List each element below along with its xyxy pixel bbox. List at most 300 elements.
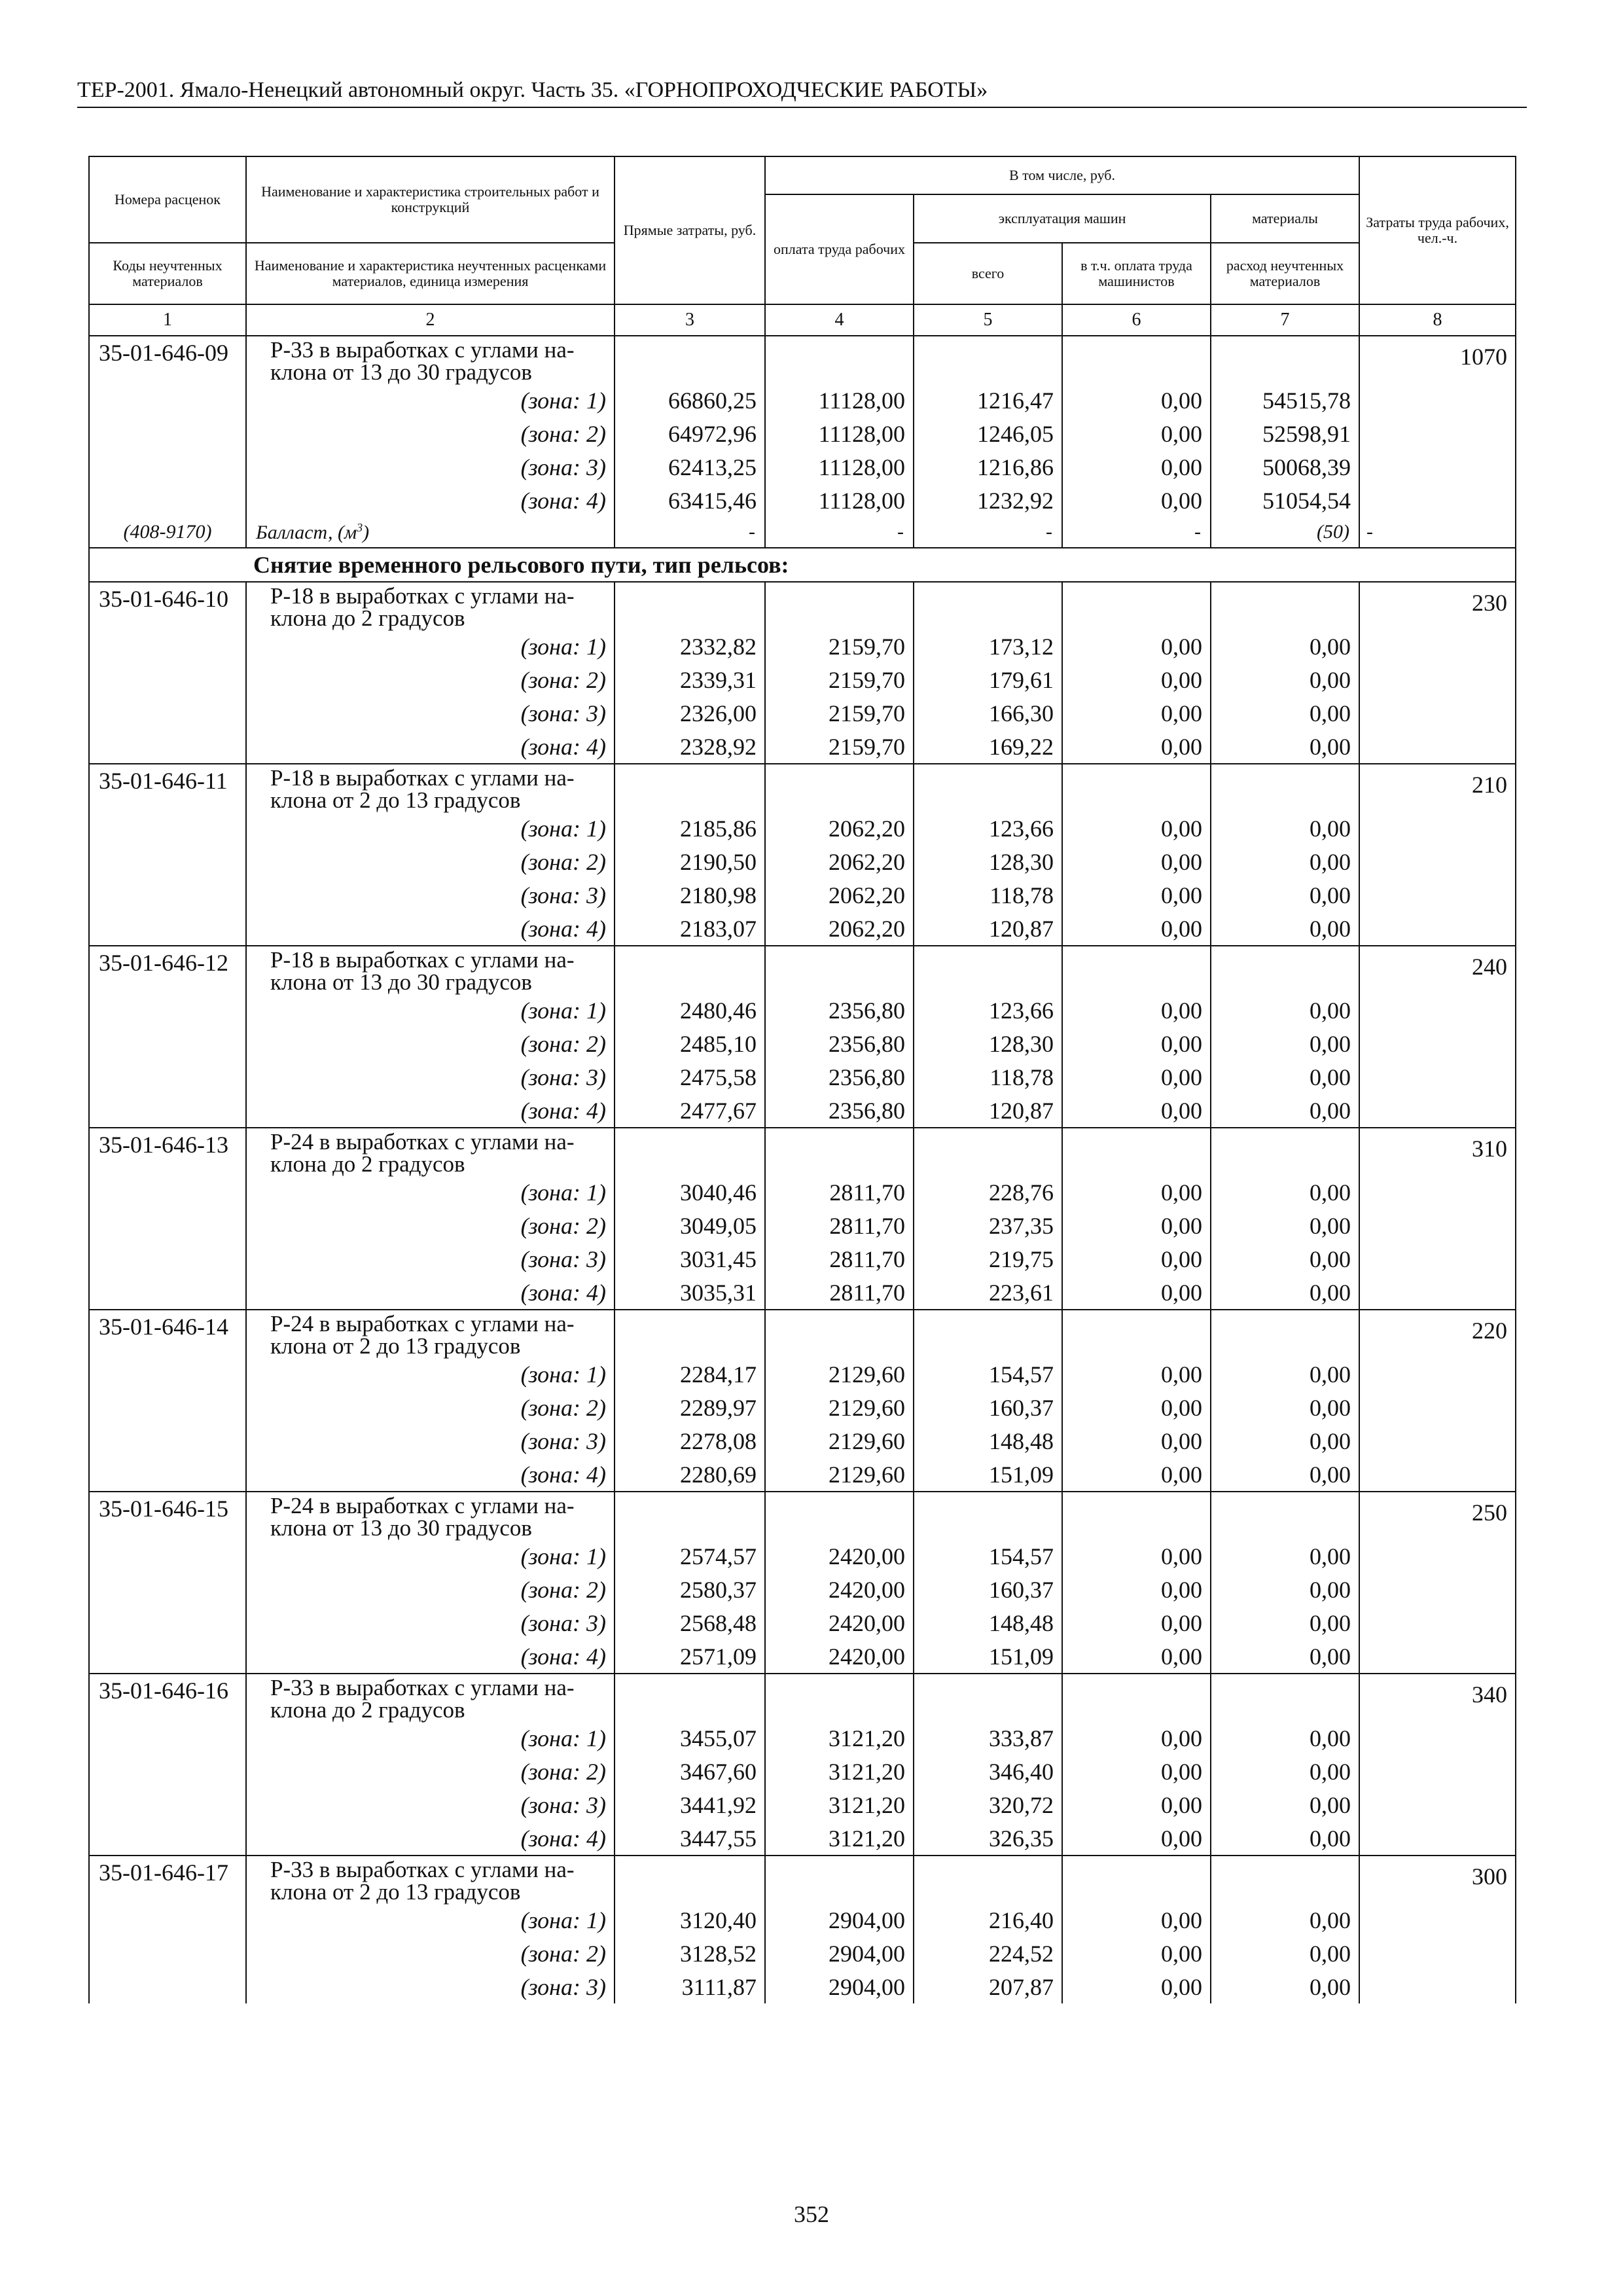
machine-wages-value: 0,00 [1062, 1276, 1211, 1310]
machine-wages-value: 0,00 [1062, 812, 1211, 845]
machines-value: 1216,47 [914, 384, 1062, 417]
materials-value: 0,00 [1211, 1937, 1359, 1970]
table-row [89, 1175, 1516, 1209]
col-machine-total: всего [914, 243, 1062, 304]
machines-value: 160,37 [914, 1573, 1062, 1606]
material-wages: - [765, 517, 914, 548]
direct-cost: 2284,17 [615, 1357, 765, 1391]
wages-value: 2420,00 [765, 1573, 914, 1606]
rate-code: 35-01-646-11 [89, 764, 246, 946]
table-row [89, 1937, 1516, 1970]
zone-label: (зона: 3) [246, 1606, 615, 1640]
wages-value: 2129,60 [765, 1391, 914, 1424]
direct-cost: 3128,52 [615, 1937, 765, 1970]
table-row [89, 1357, 1516, 1391]
machines-value: 219,75 [914, 1242, 1062, 1276]
rate-title: Р-18 в выработках с углами на- клона до 2 градусов [246, 582, 615, 630]
rate-code: 35-01-646-14 [89, 1310, 246, 1492]
wages-value: 2356,80 [765, 994, 914, 1027]
wages-value: 2062,20 [765, 912, 914, 946]
col-number-6: 6 [1062, 304, 1211, 336]
materials-value: 0,00 [1211, 994, 1359, 1027]
table-row [89, 336, 1516, 384]
col-machine-wages: в т.ч. оплата труда машинистов [1062, 243, 1211, 304]
col-number-1: 1 [89, 304, 246, 336]
table-row [89, 1276, 1516, 1310]
table-row [89, 1721, 1516, 1755]
rate-code: 35-01-646-13 [89, 1128, 246, 1310]
table-row [89, 1492, 1516, 1539]
direct-cost: 2571,09 [615, 1640, 765, 1674]
wages-value: 2062,20 [765, 812, 914, 845]
table-row [89, 1903, 1516, 1937]
table-row [89, 1539, 1516, 1573]
material-machines: - [914, 517, 1062, 548]
wages-value: 11128,00 [765, 384, 914, 417]
direct-cost: 3120,40 [615, 1903, 765, 1937]
materials-value: 0,00 [1211, 1209, 1359, 1242]
wages-value: 2904,00 [765, 1937, 914, 1970]
rate-code: 35-01-646-10 [89, 582, 246, 764]
wages-value: 2356,80 [765, 1094, 914, 1128]
materials-value: 0,00 [1211, 1357, 1359, 1391]
machines-value: 160,37 [914, 1391, 1062, 1424]
machine-wages-value: 0,00 [1062, 1424, 1211, 1458]
machine-wages-value: 0,00 [1062, 630, 1211, 663]
table-row [89, 845, 1516, 878]
machines-value: 123,66 [914, 994, 1062, 1027]
wages-value: 2420,00 [765, 1640, 914, 1674]
table-row [89, 1606, 1516, 1640]
materials-value: 52598,91 [1211, 417, 1359, 450]
materials-value: 0,00 [1211, 812, 1359, 845]
materials-value: 0,00 [1211, 1721, 1359, 1755]
rates-table-wrap [88, 156, 1515, 2003]
zone-label: (зона: 2) [246, 845, 615, 878]
machine-wages-value: 0,00 [1062, 384, 1211, 417]
table-row [89, 1755, 1516, 1788]
direct-cost: 62413,25 [615, 450, 765, 484]
machines-value: 154,57 [914, 1539, 1062, 1573]
material-row [89, 517, 1516, 548]
machines-value: 173,12 [914, 630, 1062, 663]
machine-wages-value: 0,00 [1062, 1573, 1211, 1606]
table-row [89, 1391, 1516, 1424]
zone-label: (зона: 4) [246, 1458, 615, 1492]
wages-value: 2811,70 [765, 1242, 914, 1276]
materials-value: 0,00 [1211, 1242, 1359, 1276]
table-row [89, 946, 1516, 994]
table-row [89, 450, 1516, 484]
machines-value: 179,61 [914, 663, 1062, 696]
table-row [89, 1027, 1516, 1060]
direct-cost: 64972,96 [615, 417, 765, 450]
wages-value: 3121,20 [765, 1788, 914, 1821]
materials-value: 0,00 [1211, 1391, 1359, 1424]
direct-cost: 63415,46 [615, 484, 765, 517]
materials-value: 51054,54 [1211, 484, 1359, 517]
labor-value: 250 [1359, 1492, 1516, 1674]
machine-wages-value: 0,00 [1062, 1821, 1211, 1856]
wages-value: 2811,70 [765, 1175, 914, 1209]
direct-cost: 3111,87 [615, 1970, 765, 2003]
wages-value: 11128,00 [765, 484, 914, 517]
wages-value: 2356,80 [765, 1027, 914, 1060]
machine-wages-value: 0,00 [1062, 1060, 1211, 1094]
machine-wages-value: 0,00 [1062, 1175, 1211, 1209]
zone-label: (зона: 1) [246, 1903, 615, 1937]
table-row [89, 663, 1516, 696]
material-labor: - [1359, 517, 1516, 548]
machines-value: 333,87 [914, 1721, 1062, 1755]
labor-value: 340 [1359, 1674, 1516, 1856]
direct-cost: 2568,48 [615, 1606, 765, 1640]
rate-title: Р-24 в выработках с углами на- клона от 13 до 30 градусов [246, 1492, 615, 1539]
machines-value: 224,52 [914, 1937, 1062, 1970]
zone-label: (зона: 1) [246, 384, 615, 417]
table-row [89, 912, 1516, 946]
wages-value: 11128,00 [765, 450, 914, 484]
direct-cost: 2190,50 [615, 845, 765, 878]
zone-label: (зона: 3) [246, 878, 615, 912]
table-row [89, 696, 1516, 730]
wages-value: 2129,60 [765, 1458, 914, 1492]
direct-cost: 3049,05 [615, 1209, 765, 1242]
table-row [89, 484, 1516, 517]
zone-label: (зона: 2) [246, 1937, 615, 1970]
zone-label: (зона: 2) [246, 1209, 615, 1242]
machines-value: 151,09 [914, 1458, 1062, 1492]
zone-label: (зона: 3) [246, 1060, 615, 1094]
zone-label: (зона: 2) [246, 663, 615, 696]
machines-value: 123,66 [914, 812, 1062, 845]
machines-value: 1246,05 [914, 417, 1062, 450]
table-row [89, 1674, 1516, 1721]
direct-cost: 2326,00 [615, 696, 765, 730]
table-row [89, 630, 1516, 663]
col-number-7: 7 [1211, 304, 1359, 336]
zone-label: (зона: 4) [246, 730, 615, 764]
wages-value: 3121,20 [765, 1721, 914, 1755]
machine-wages-value: 0,00 [1062, 912, 1211, 946]
material-consumption: (50) [1211, 517, 1359, 548]
machine-wages-value: 0,00 [1062, 1209, 1211, 1242]
material-code: (408-9170) [89, 517, 246, 548]
rate-title: Р-18 в выработках с углами на- клона от 2 до 13 градусов [246, 764, 615, 812]
materials-value: 0,00 [1211, 1060, 1359, 1094]
wages-value: 2159,70 [765, 730, 914, 764]
direct-cost: 2480,46 [615, 994, 765, 1027]
materials-value: 0,00 [1211, 1903, 1359, 1937]
materials-value: 0,00 [1211, 1175, 1359, 1209]
direct-cost: 2183,07 [615, 912, 765, 946]
col-rate-number: Номера расценок [89, 156, 246, 243]
machines-value: 166,30 [914, 696, 1062, 730]
rate-title: Р-24 в выработках с углами на- клона до 2 градусов [246, 1128, 615, 1175]
materials-value: 0,00 [1211, 1970, 1359, 2003]
materials-value: 0,00 [1211, 845, 1359, 878]
table-row [89, 1788, 1516, 1821]
materials-value: 0,00 [1211, 630, 1359, 663]
machine-wages-value: 0,00 [1062, 1937, 1211, 1970]
col-direct-costs: Прямые затраты, руб. [615, 156, 765, 304]
wages-value: 2129,60 [765, 1357, 914, 1391]
direct-cost: 3031,45 [615, 1242, 765, 1276]
col-number-2: 2 [246, 304, 615, 336]
zone-label: (зона: 2) [246, 1391, 615, 1424]
rates-table [88, 156, 1516, 2003]
machines-value: 128,30 [914, 1027, 1062, 1060]
machine-wages-value: 0,00 [1062, 1539, 1211, 1573]
labor-value: 1070 [1359, 336, 1516, 517]
zone-label: (зона: 1) [246, 1357, 615, 1391]
machines-value: 120,87 [914, 1094, 1062, 1128]
col-machine-operation: эксплуатация машин [914, 194, 1211, 243]
wages-value: 3121,20 [765, 1755, 914, 1788]
materials-value: 0,00 [1211, 912, 1359, 946]
col-unaccounted-names: Наименование и характеристика неучтенных расценками материалов, единица измерения [246, 243, 615, 304]
wages-value: 2129,60 [765, 1424, 914, 1458]
machines-value: 207,87 [914, 1970, 1062, 2003]
zone-label: (зона: 2) [246, 417, 615, 450]
table-row [89, 1856, 1516, 1903]
machine-wages-value: 0,00 [1062, 1094, 1211, 1128]
header-rule [77, 107, 1527, 108]
zone-label: (зона: 4) [246, 1640, 615, 1674]
zone-label: (зона: 2) [246, 1027, 615, 1060]
col-number-8: 8 [1359, 304, 1516, 336]
material-machine-wages: - [1062, 517, 1211, 548]
machines-value: 169,22 [914, 730, 1062, 764]
rate-code: 35-01-646-12 [89, 946, 246, 1128]
machines-value: 1216,86 [914, 450, 1062, 484]
labor-value: 310 [1359, 1128, 1516, 1310]
direct-cost: 3441,92 [615, 1788, 765, 1821]
machines-value: 128,30 [914, 845, 1062, 878]
direct-cost: 2280,69 [615, 1458, 765, 1492]
col-labor-costs: Затраты труда рабочих, чел.-ч. [1359, 156, 1516, 304]
rate-title: Р-24 в выработках с углами на- клона от 2 до 13 градусов [246, 1310, 615, 1357]
zone-label: (зона: 1) [246, 994, 615, 1027]
machines-value: 228,76 [914, 1175, 1062, 1209]
materials-value: 0,00 [1211, 1573, 1359, 1606]
zone-label: (зона: 3) [246, 1242, 615, 1276]
direct-cost: 3040,46 [615, 1175, 765, 1209]
zone-label: (зона: 3) [246, 1970, 615, 2003]
col-materials-consumption: расход неучтенных материалов [1211, 243, 1359, 304]
wages-value: 2420,00 [765, 1606, 914, 1640]
rate-title: Р-33 в выработках с углами на- клона от 13 до 30 градусов [246, 336, 615, 384]
machine-wages-value: 0,00 [1062, 1640, 1211, 1674]
materials-value: 0,00 [1211, 663, 1359, 696]
machines-value: 346,40 [914, 1755, 1062, 1788]
wages-value: 2159,70 [765, 663, 914, 696]
wages-value: 2811,70 [765, 1209, 914, 1242]
machines-value: 118,78 [914, 878, 1062, 912]
col-number-4: 4 [765, 304, 914, 336]
section-title: Снятие временного рельсового пути, тип рельсов: [89, 548, 1516, 582]
wages-value: 2811,70 [765, 1276, 914, 1310]
machine-wages-value: 0,00 [1062, 417, 1211, 450]
materials-value: 0,00 [1211, 878, 1359, 912]
zone-label: (зона: 1) [246, 1539, 615, 1573]
page-number: 352 [794, 2201, 829, 2227]
direct-cost: 3447,55 [615, 1821, 765, 1856]
wages-value: 2904,00 [765, 1903, 914, 1937]
materials-value: 0,00 [1211, 1027, 1359, 1060]
table-row [89, 417, 1516, 450]
direct-cost: 3035,31 [615, 1276, 765, 1310]
rate-code: 35-01-646-17 [89, 1856, 246, 2003]
table-row [89, 1128, 1516, 1175]
machines-value: 216,40 [914, 1903, 1062, 1937]
rate-title: Р-33 в выработках с углами на- клона до 2 градусов [246, 1674, 615, 1721]
materials-value: 50068,39 [1211, 450, 1359, 484]
labor-value: 240 [1359, 946, 1516, 1128]
machine-wages-value: 0,00 [1062, 696, 1211, 730]
zone-label: (зона: 1) [246, 630, 615, 663]
labor-value: 300 [1359, 1856, 1516, 2003]
labor-value: 210 [1359, 764, 1516, 946]
machine-wages-value: 0,00 [1062, 1606, 1211, 1640]
materials-value: 54515,78 [1211, 384, 1359, 417]
machine-wages-value: 0,00 [1062, 730, 1211, 764]
zone-label: (зона: 3) [246, 450, 615, 484]
col-materials: материалы [1211, 194, 1359, 243]
machine-wages-value: 0,00 [1062, 1721, 1211, 1755]
rate-code: 35-01-646-16 [89, 1674, 246, 1856]
wages-value: 2904,00 [765, 1970, 914, 2003]
material-name: Балласт, $(м^3)$ [246, 517, 615, 548]
table-row [89, 1060, 1516, 1094]
machine-wages-value: 0,00 [1062, 1027, 1211, 1060]
table-row [89, 1573, 1516, 1606]
machine-wages-value: 0,00 [1062, 994, 1211, 1027]
zone-label: (зона: 4) [246, 484, 615, 517]
machine-wages-value: 0,00 [1062, 845, 1211, 878]
zone-label: (зона: 1) [246, 1175, 615, 1209]
materials-value: 0,00 [1211, 1640, 1359, 1674]
wages-value: 11128,00 [765, 417, 914, 450]
direct-cost: 2485,10 [615, 1027, 765, 1060]
direct-cost: 2574,57 [615, 1539, 765, 1573]
zone-label: (зона: 3) [246, 696, 615, 730]
col-number-3: 3 [615, 304, 765, 336]
direct-cost: 2475,58 [615, 1060, 765, 1094]
direct-cost: 3467,60 [615, 1755, 765, 1788]
materials-value: 0,00 [1211, 1424, 1359, 1458]
machines-value: 237,35 [914, 1209, 1062, 1242]
machine-wages-value: 0,00 [1062, 878, 1211, 912]
table-row [89, 730, 1516, 764]
table-row [89, 1209, 1516, 1242]
labor-value: 230 [1359, 582, 1516, 764]
material-direct: - [615, 517, 765, 548]
direct-cost: 2339,31 [615, 663, 765, 696]
direct-cost: 2278,08 [615, 1424, 765, 1458]
direct-cost: 2477,67 [615, 1094, 765, 1128]
table-row [89, 878, 1516, 912]
machine-wages-value: 0,00 [1062, 450, 1211, 484]
zone-label: (зона: 2) [246, 1573, 615, 1606]
table-row [89, 1310, 1516, 1357]
wages-value: 3121,20 [765, 1821, 914, 1856]
machines-value: 1232,92 [914, 484, 1062, 517]
col-number-5: 5 [914, 304, 1062, 336]
wages-value: 2356,80 [765, 1060, 914, 1094]
col-including: В том числе, руб. [765, 156, 1359, 194]
direct-cost: 3455,07 [615, 1721, 765, 1755]
rate-code: 35-01-646-09 [89, 336, 246, 517]
zone-label: (зона: 4) [246, 1094, 615, 1128]
machines-value: 148,48 [914, 1606, 1062, 1640]
col-wages: оплата труда рабочих [765, 194, 914, 304]
zone-label: (зона: 3) [246, 1424, 615, 1458]
zone-label: (зона: 1) [246, 1721, 615, 1755]
table-row [89, 1242, 1516, 1276]
zone-label: (зона: 4) [246, 1821, 615, 1856]
materials-value: 0,00 [1211, 1458, 1359, 1492]
rate-code: 35-01-646-15 [89, 1492, 246, 1674]
machines-value: 154,57 [914, 1357, 1062, 1391]
zone-label: (зона: 4) [246, 912, 615, 946]
machine-wages-value: 0,00 [1062, 1391, 1211, 1424]
machine-wages-value: 0,00 [1062, 1788, 1211, 1821]
table-body [89, 336, 1516, 2003]
machine-wages-value: 0,00 [1062, 1903, 1211, 1937]
direct-cost: 2580,37 [615, 1573, 765, 1606]
machines-value: 151,09 [914, 1640, 1062, 1674]
machine-wages-value: 0,00 [1062, 1357, 1211, 1391]
machines-value: 120,87 [914, 912, 1062, 946]
table-header [89, 156, 1516, 336]
direct-cost: 2185,86 [615, 812, 765, 845]
zone-label: (зона: 2) [246, 1755, 615, 1788]
labor-value: 220 [1359, 1310, 1516, 1492]
table-row [89, 1458, 1516, 1492]
direct-cost: 2289,97 [615, 1391, 765, 1424]
wages-value: 2062,20 [765, 845, 914, 878]
zone-label: (зона: 1) [246, 812, 615, 845]
materials-value: 0,00 [1211, 1821, 1359, 1856]
zone-label: (зона: 4) [246, 1276, 615, 1310]
table-row [89, 384, 1516, 417]
materials-value: 0,00 [1211, 1094, 1359, 1128]
machines-value: 223,61 [914, 1276, 1062, 1310]
materials-value: 0,00 [1211, 1755, 1359, 1788]
table-row [89, 582, 1516, 630]
wages-value: 2159,70 [765, 630, 914, 663]
wages-value: 2159,70 [765, 696, 914, 730]
zone-label: (зона: 3) [246, 1788, 615, 1821]
materials-value: 0,00 [1211, 1276, 1359, 1310]
wages-value: 2062,20 [765, 878, 914, 912]
materials-value: 0,00 [1211, 1539, 1359, 1573]
machines-value: 148,48 [914, 1424, 1062, 1458]
col-unaccounted-codes: Коды неучтенных материалов [89, 243, 246, 304]
machines-value: 118,78 [914, 1060, 1062, 1094]
materials-value: 0,00 [1211, 1606, 1359, 1640]
col-work-name: Наименование и характеристика строительных работ и конструкций [246, 156, 615, 243]
table-row [89, 1094, 1516, 1128]
machines-value: 320,72 [914, 1788, 1062, 1821]
wages-value: 2420,00 [765, 1539, 914, 1573]
table-row [89, 1640, 1516, 1674]
direct-cost: 2332,82 [615, 630, 765, 663]
rate-title: Р-33 в выработках с углами на- клона от 2 до 13 градусов [246, 1856, 615, 1903]
direct-cost: 66860,25 [615, 384, 765, 417]
rate-title: Р-18 в выработках с углами на- клона от 13 до 30 градусов [246, 946, 615, 994]
